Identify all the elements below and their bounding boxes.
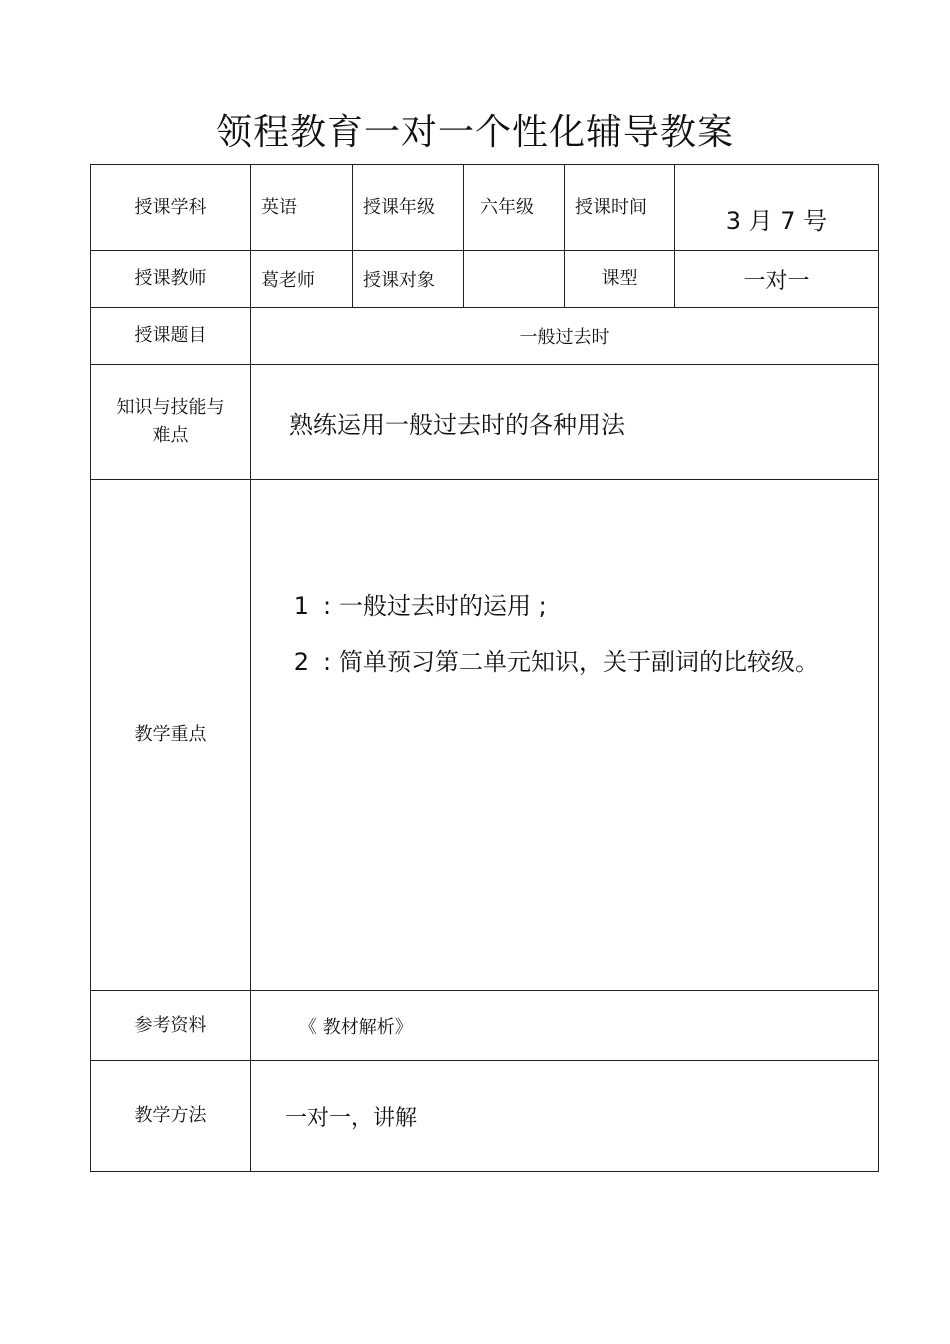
- focus-item-colon: :: [322, 648, 332, 676]
- method-value: 一对一，讲解: [251, 1061, 879, 1172]
- focus-label: 教学重点: [91, 480, 251, 991]
- teacher-label: 授课教师: [91, 251, 251, 308]
- type-label: 课型: [565, 251, 675, 308]
- row-subject: [91, 165, 879, 251]
- knowledge-label-line1: 知识与技能与: [116, 397, 225, 418]
- reference-value: 《 教材解析》: [251, 991, 879, 1061]
- focus-item-number: 1: [293, 592, 309, 620]
- knowledge-label: [91, 365, 251, 480]
- knowledge-value: 熟练运用一般过去时的各种用法: [251, 365, 879, 480]
- page-title: 领程教育一对一个性化辅导教案: [215, 112, 734, 153]
- reference-label: 参考资料: [91, 991, 251, 1061]
- target-label: 授课对象: [353, 251, 464, 308]
- knowledge-label-line2: 难点: [152, 425, 189, 446]
- row-teacher: [91, 251, 879, 308]
- focus-item-colon: :: [322, 592, 332, 620]
- row-focus: [91, 480, 879, 991]
- lesson-plan-table: [90, 164, 879, 1172]
- focus-item: [251, 578, 878, 634]
- focus-item-text: 一般过去时的运用 ;: [339, 592, 547, 620]
- focus-item: [251, 634, 878, 690]
- type-value: 一对一: [675, 251, 879, 308]
- focus-content: [251, 480, 879, 991]
- grade-value: 六年级: [464, 165, 565, 251]
- time-label: 授课时间: [565, 165, 675, 251]
- subject-value: 英语: [251, 165, 353, 251]
- row-method: [91, 1061, 879, 1172]
- method-label: 教学方法: [91, 1061, 251, 1172]
- topic-value: 一般过去时: [251, 308, 879, 365]
- target-value: [464, 251, 565, 308]
- row-knowledge: [91, 365, 879, 480]
- topic-label: 授课题目: [91, 308, 251, 365]
- focus-item-text: 简单预习第二单元知识，关于副词的比较级。: [339, 648, 819, 676]
- time-value: 3 月 7 号: [675, 165, 879, 251]
- focus-item-number: 2: [293, 648, 309, 676]
- subject-label: 授课学科: [91, 165, 251, 251]
- grade-label: 授课年级: [353, 165, 464, 251]
- row-topic: [91, 308, 879, 365]
- row-reference: [91, 991, 879, 1061]
- teacher-value: 葛老师: [251, 251, 353, 308]
